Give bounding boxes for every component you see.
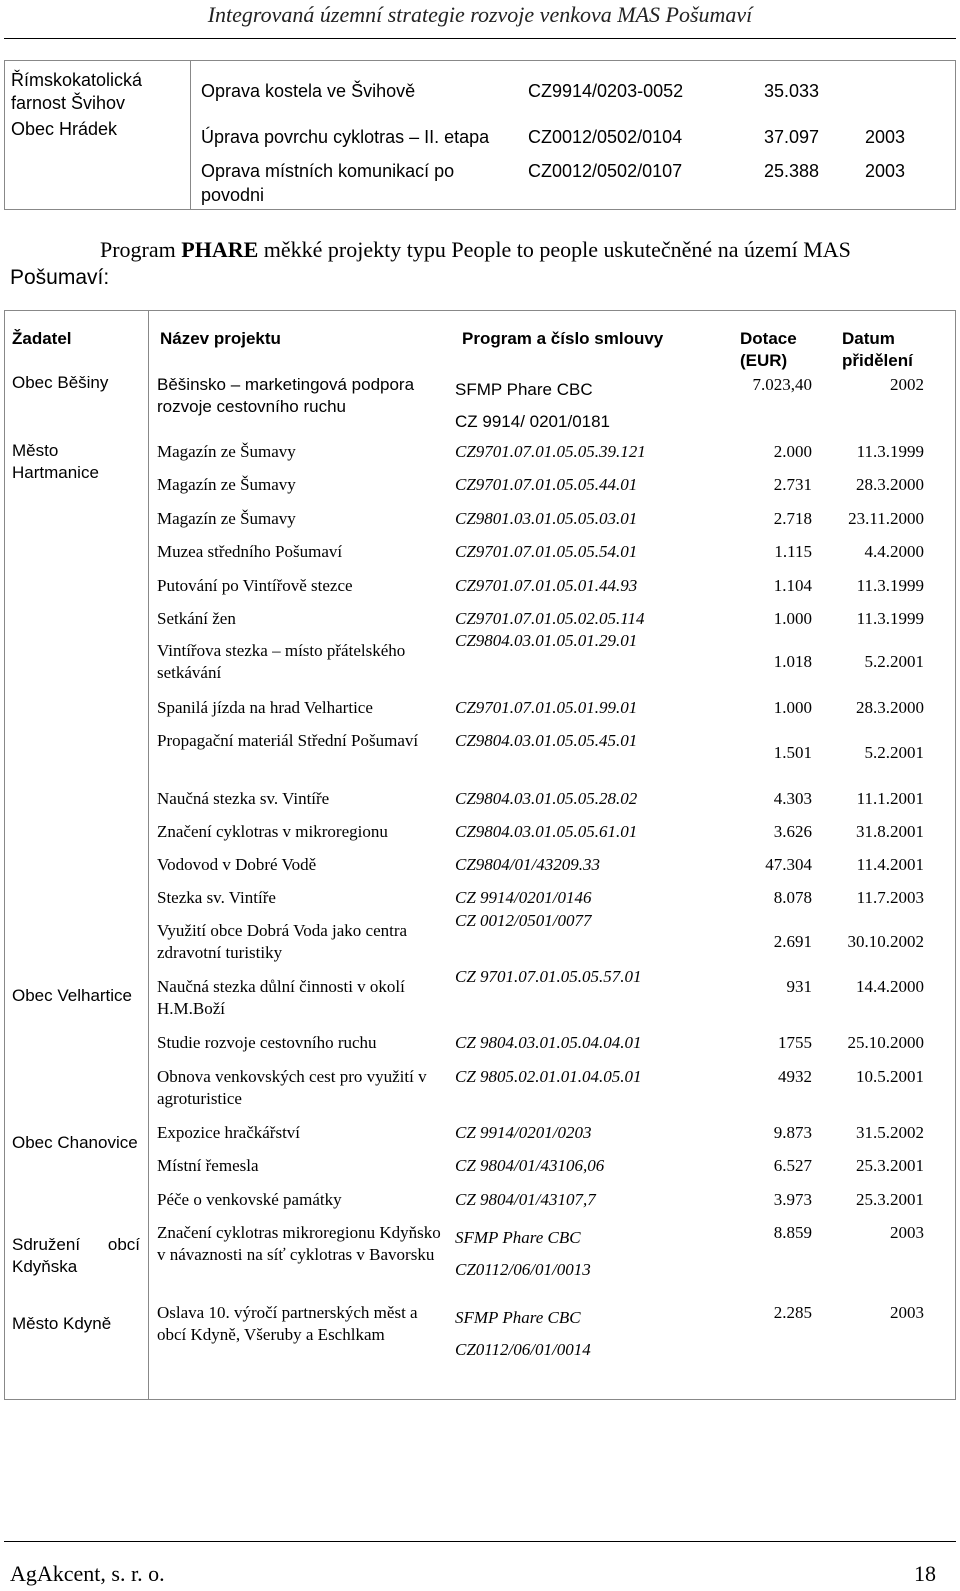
- cell-program-code: CZ9701.07.01.05.05.39.121: [455, 442, 646, 461]
- header-program: Program a číslo smlouvy: [462, 329, 664, 348]
- cell-project-name: Magazín ze Šumavy: [157, 475, 296, 494]
- cell-project-name: Využití obce Dobrá Voda jako centra zdravotní turistiky: [157, 921, 408, 962]
- document-header-title: Integrovaná územní strategie rozvoje venkova MAS Pošumaví: [207, 2, 753, 27]
- phare-section-title: Program PHARE měkké projekty typu People to people uskutečněné na území MAS: [100, 237, 851, 262]
- cell-datum: 4.4.2000: [864, 542, 924, 561]
- cell-dotace: 2.000: [773, 442, 812, 461]
- header-datum: Datum přidělení: [842, 329, 913, 370]
- cell-dotace: 8.078: [773, 888, 812, 907]
- cell-program-code: CZ 9914/0201/0146: [455, 888, 592, 907]
- cell-project-name: Spanilá jízda na hrad Velhartice: [157, 698, 373, 717]
- cell-datum: 11.4.2001: [856, 855, 924, 874]
- cell-program-code: CZ9804.03.01.05.01.29.01: [455, 631, 638, 650]
- cell-program-code: CZ 0012/0501/0077: [455, 911, 592, 930]
- cell-project-name: Značení cyklotras v mikroregionu: [157, 822, 388, 841]
- top-table: [4, 60, 956, 210]
- cell-project-name: Péče o venkovské památky: [157, 1190, 342, 1209]
- top-code-2: CZ0012/0502/0104: [528, 127, 683, 147]
- cell-dotace: 9.873: [773, 1123, 812, 1142]
- cell-project-name: Magazín ze Šumavy: [157, 442, 296, 461]
- header-rule: [4, 38, 956, 39]
- applicant-hartmanice: Město Hartmanice: [12, 441, 99, 482]
- cell-program-code: CZ9804.03.01.05.05.61.01: [455, 822, 638, 841]
- cell-datum: 2003: [890, 1223, 924, 1242]
- cell-dotace: 6.527: [773, 1156, 812, 1175]
- top-project-3: Oprava místních komunikací po povodni: [201, 161, 455, 205]
- cell-program-code: SFMP Phare CBC CZ0112/06/01/0014: [455, 1308, 591, 1359]
- applicant-besiny: Obec Běšiny: [12, 373, 109, 392]
- cell-datum: 25.3.2001: [856, 1190, 924, 1209]
- cell-program-code: CZ 9805.02.01.01.04.05.01: [455, 1067, 642, 1086]
- cell-project-name: Putování po Vintířově stezce: [157, 576, 353, 595]
- top-amount-3: 25.388: [763, 161, 819, 181]
- top-code-1: CZ9914/0203-0052: [528, 81, 684, 101]
- cell-dotace: 4932: [778, 1067, 812, 1086]
- cell-datum: 11.3.1999: [856, 442, 924, 461]
- top-applicant-1: Římskokatolická farnost Švihov: [11, 70, 143, 113]
- cell-dotace: 1.000: [773, 609, 812, 628]
- cell-project-name: Místní řemesla: [157, 1156, 259, 1175]
- cell-project-name: Běšinsko – marketingová podpora rozvoje cestovního ruchu: [157, 375, 415, 416]
- cell-datum: 25.10.2000: [847, 1033, 924, 1052]
- cell-program-code: SFMP Phare CBC CZ0112/06/01/0013: [455, 1228, 591, 1279]
- top-amount-1: 35.033: [763, 81, 819, 101]
- cell-dotace: 1.000: [773, 698, 812, 717]
- cell-program-code: CZ9701.07.01.05.02.05.114: [455, 609, 645, 628]
- cell-datum: 5.2.2001: [864, 652, 924, 671]
- cell-datum: 11.1.2001: [856, 789, 924, 808]
- cell-datum: 28.3.2000: [856, 475, 924, 494]
- cell-dotace: 931: [786, 977, 812, 996]
- cell-datum: 30.10.2002: [847, 932, 924, 951]
- cell-program-code: CZ 9804/01/43106,06: [455, 1156, 605, 1175]
- applicant-column-divider: [148, 311, 149, 1399]
- top-project-1: Oprava kostela ve Švihově: [201, 81, 416, 101]
- header-project: Název projektu: [160, 329, 281, 348]
- cell-program-code: CZ 9914/0201/0203: [455, 1123, 592, 1142]
- top-amount-2: 37.097: [763, 127, 819, 147]
- top-table-divider: [190, 61, 191, 209]
- cell-dotace: 2.691: [773, 932, 812, 951]
- cell-project-name: Magazín ze Šumavy: [157, 509, 296, 528]
- cell-dotace: 3.626: [773, 822, 812, 841]
- applicant-kdyne: Město Kdyně: [12, 1314, 112, 1333]
- cell-project-name: Propagační materiál Střední Pošumaví: [157, 731, 419, 750]
- cell-project-name: Setkání žen: [157, 609, 236, 628]
- cell-project-name: Obnova venkovských cest pro využití v agroturistice: [157, 1067, 427, 1108]
- cell-program-code: CZ9701.07.01.05.01.99.01: [455, 698, 638, 717]
- cell-program-code: CZ9801.03.01.05.05.03.01: [455, 509, 638, 528]
- cell-dotace: 2.718: [773, 509, 812, 528]
- cell-datum: 2003: [890, 1303, 924, 1322]
- cell-dotace: 1.104: [773, 576, 812, 595]
- footer-rule: [4, 1541, 956, 1542]
- cell-dotace: 1.115: [774, 542, 812, 561]
- cell-datum: 11.7.2003: [856, 888, 924, 907]
- applicant-velhartice: Obec Velhartice: [12, 986, 133, 1005]
- cell-datum: 25.3.2001: [856, 1156, 924, 1175]
- cell-dotace: 1.501: [773, 743, 812, 762]
- applicant-chanovice: Obec Chanovice: [12, 1133, 138, 1152]
- cell-datum: 11.3.1999: [856, 576, 924, 595]
- cell-dotace: 8.859: [773, 1223, 812, 1242]
- cell-program-code: CZ9701.07.01.05.01.44.93: [455, 576, 638, 595]
- cell-project-name: Vodovod v Dobré Vodě: [157, 855, 317, 874]
- cell-program-code: CZ9701.07.01.05.05.54.01: [455, 542, 638, 561]
- cell-project-name: Vintířova stezka – místo přátelského setkávání: [157, 641, 406, 682]
- cell-program-code: CZ9701.07.01.05.05.44.01: [455, 475, 638, 494]
- cell-datum: 31.8.2001: [856, 822, 924, 841]
- cell-program-code: CZ 9701.07.01.05.05.57.01: [455, 967, 642, 986]
- cell-project-name: Studie rozvoje cestovního ruchu: [157, 1033, 377, 1052]
- cell-project-name: Muzea středního Pošumaví: [157, 542, 343, 561]
- top-applicant-2: Obec Hrádek: [11, 119, 118, 139]
- top-year-3: 2003: [865, 161, 906, 181]
- top-year-2: 2003: [865, 127, 906, 147]
- cell-program-code: CZ9804.03.01.05.05.45.01: [455, 731, 638, 750]
- cell-datum: 11.3.1999: [856, 609, 924, 628]
- top-project-2: Úprava povrchu cyklotras – II. etapa: [201, 127, 490, 147]
- cell-project-name: Oslava 10. výročí partnerských měst a obcí Kdyně, Všeruby a Eschlkam: [157, 1303, 418, 1344]
- cell-dotace: 47.304: [765, 855, 812, 874]
- phare-section-title-line2: Pošumaví:: [10, 266, 110, 289]
- cell-dotace: 7.023,40: [752, 375, 812, 394]
- cell-datum: 10.5.2001: [856, 1067, 924, 1086]
- cell-project-name: Expozice hračkářství: [157, 1123, 301, 1142]
- cell-datum: 31.5.2002: [856, 1123, 924, 1142]
- top-code-3: CZ0012/0502/0107: [528, 161, 683, 181]
- cell-dotace: 4.303: [773, 789, 812, 808]
- cell-datum: 28.3.2000: [856, 698, 924, 717]
- cell-program-code: SFMP Phare CBC CZ 9914/ 0201/0181: [455, 380, 611, 431]
- header-dotace: Dotace (EUR): [740, 329, 797, 370]
- cell-dotace: 2.731: [773, 475, 812, 494]
- footer-page-number: 18: [914, 1561, 936, 1586]
- header-applicant: Žadatel: [12, 329, 72, 348]
- footer-company: AgAkcent, s. r. o.: [10, 1561, 165, 1586]
- cell-program-code: CZ9804.03.01.05.05.28.02: [455, 789, 638, 808]
- cell-program-code: CZ 9804.03.01.05.04.04.01: [455, 1033, 642, 1052]
- cell-project-name: Stezka sv. Vintíře: [157, 888, 276, 907]
- cell-datum: 14.4.2000: [856, 977, 924, 996]
- cell-dotace: 1755: [778, 1033, 812, 1052]
- cell-datum: 23.11.2000: [848, 509, 924, 528]
- cell-datum: 2002: [890, 375, 924, 394]
- cell-program-code: CZ 9804/01/43107,7: [455, 1190, 596, 1209]
- cell-project-name: Naučná stezka sv. Vintíře: [157, 789, 330, 808]
- cell-project-name: Značení cyklotras mikroregionu Kdyňsko v návaznosti na síť cyklotras v Bavorsku: [157, 1223, 441, 1264]
- cell-program-code: CZ9804/01/43209.33: [455, 855, 600, 874]
- cell-dotace: 2.285: [773, 1303, 812, 1322]
- cell-dotace: 3.973: [773, 1190, 812, 1209]
- cell-project-name: Naučná stezka důlní činnosti v okolí H.M.Boží: [157, 977, 405, 1018]
- applicant-sdruzeni: Sdružení obcí Kdyňska: [12, 1235, 140, 1276]
- cell-dotace: 1.018: [773, 652, 812, 671]
- cell-datum: 5.2.2001: [864, 743, 924, 762]
